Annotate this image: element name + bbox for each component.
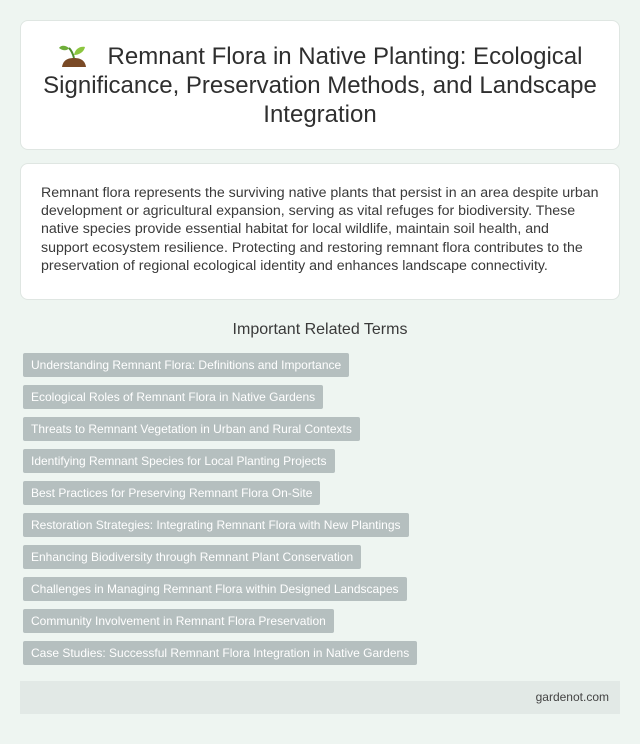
related-term-tag[interactable]: Case Studies: Successful Remnant Flora Integration in Native Gardens	[23, 641, 417, 665]
related-term-tag[interactable]: Enhancing Biodiversity through Remnant Plant Conservation	[23, 545, 361, 569]
related-term-tag[interactable]: Community Involvement in Remnant Flora Preservation	[23, 609, 334, 633]
related-terms-list	[23, 353, 613, 673]
related-term-tag[interactable]: Understanding Remnant Flora: Definitions and Importance	[23, 353, 349, 377]
footer-site-name: gardenot.com	[535, 690, 609, 704]
page-title-text: Remnant Flora in Native Planting: Ecological Significance, Preservation Methods, and Landscape Integration	[43, 43, 597, 128]
related-term-tag[interactable]: Restoration Strategies: Integrating Remnant Flora with New Plantings	[23, 513, 409, 537]
footer	[20, 681, 620, 714]
related-terms-heading: Important Related Terms	[232, 321, 408, 338]
related-term-tag[interactable]: Ecological Roles of Remnant Flora in Native Gardens	[23, 385, 323, 409]
title-card	[20, 20, 620, 150]
intro-paragraph: Remnant flora represents the surviving native plants that persist in an area despite urban development or agricultural expansion, serving as vital refuges for biodiversity. These native species provide essential habitat for local wildlife, maintain soil health, and support ecosystem resilience. Protecting and restoring remnant flora contributes to the preservation of regional ecological identity and enhances landscape connectivity.	[41, 185, 599, 274]
related-term-tag[interactable]: Best Practices for Preserving Remnant Flora On-Site	[23, 481, 320, 505]
sprout-icon	[58, 41, 92, 67]
page-title	[39, 41, 601, 129]
intro-card	[20, 163, 620, 300]
related-term-tag[interactable]: Identifying Remnant Species for Local Planting Projects	[23, 449, 335, 473]
related-term-tag[interactable]: Threats to Remnant Vegetation in Urban and Rural Contexts	[23, 417, 360, 441]
related-term-tag[interactable]: Challenges in Managing Remnant Flora within Designed Landscapes	[23, 577, 407, 601]
